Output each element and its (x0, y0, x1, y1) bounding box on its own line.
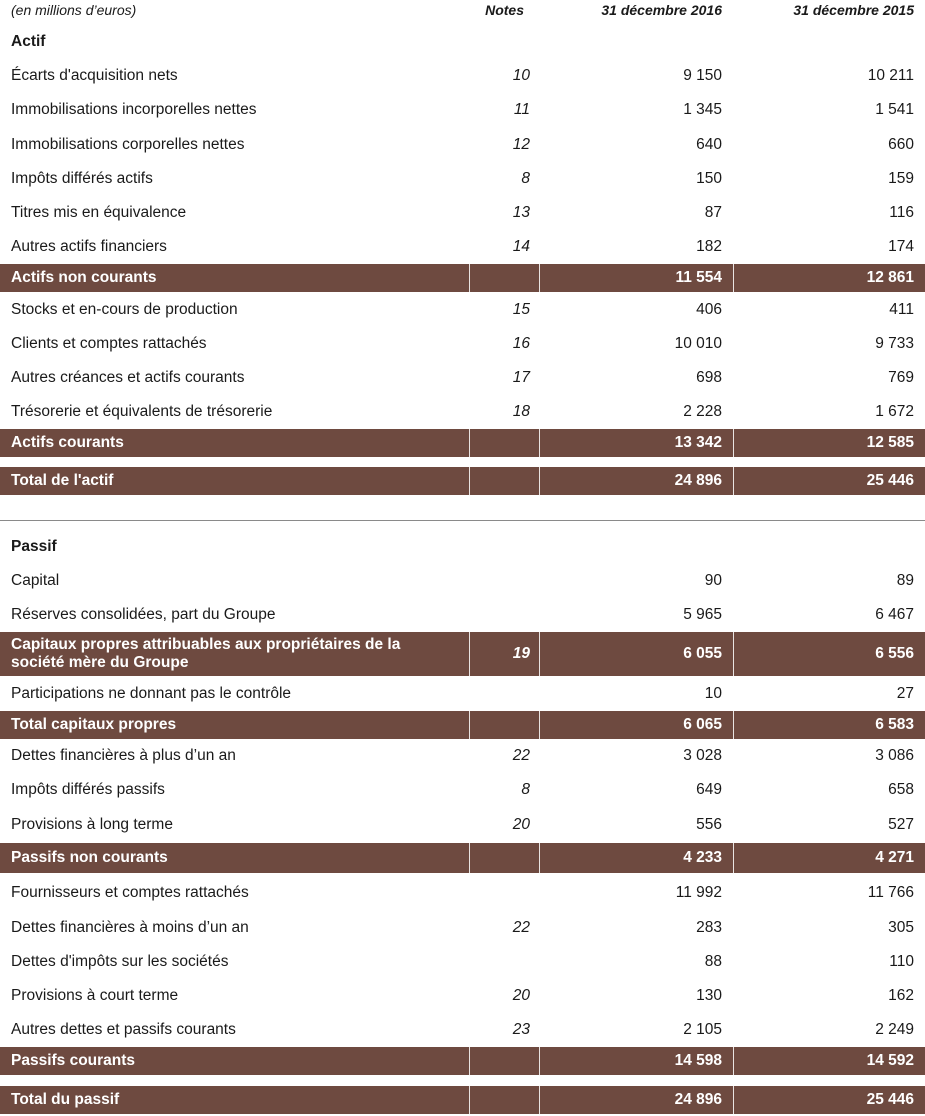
table-row: Réserves consolidées, part du Groupe 5 965 6 467 (11, 606, 914, 623)
table-row: Dettes financières à plus d’un an 22 3 028 3 086 (11, 747, 914, 764)
table-row: Dettes financières à moins d’un an 22 283 305 (11, 919, 914, 936)
table-row: Clients et comptes rattachés 16 10 010 9 733 (11, 335, 914, 352)
table-row: Autres créances et actifs courants 17 698 769 (11, 369, 914, 386)
unit-label: (en millions d’euros) (11, 2, 137, 18)
table-row: Impôts différés actifs 8 150 159 (11, 170, 914, 187)
subtotal-row: Total capitaux propres 6 065 6 583 (0, 711, 925, 739)
table-row: Autres actifs financiers 14 182 174 (11, 238, 914, 255)
notes-column-header: Notes (485, 2, 524, 18)
table-header (0, 0, 925, 20)
total-row: Total de l'actif 24 896 25 446 (0, 467, 925, 495)
table-row: Stocks et en-cours de production 15 406 411 (11, 301, 914, 318)
subtotal-row: Capitaux propres attribuables aux propriétaires de la société mère du Groupe 19 6 055 6 556 (0, 632, 925, 676)
section-divider (0, 520, 925, 521)
table-row: Dettes d'impôts sur les sociétés 88 110 (11, 953, 914, 970)
subtotal-row: Actifs courants 13 342 12 585 (0, 429, 925, 457)
table-row: Immobilisations corporelles nettes 12 640 660 (11, 136, 914, 153)
table-row: Participations ne donnant pas le contrôle 10 27 (11, 685, 914, 702)
table-row: Impôts différés passifs 8 649 658 (11, 781, 914, 798)
table-row: Capital 90 89 (11, 572, 914, 589)
section-title-passif: Passif (11, 538, 57, 555)
table-row: Titres mis en équivalence 13 87 116 (11, 204, 914, 221)
section-title-actif: Actif (11, 33, 46, 50)
table-row: Immobilisations incorporelles nettes 11 1 345 1 541 (11, 101, 914, 118)
table-row: Écarts d'acquisition nets 10 9 150 10 211 (11, 67, 914, 84)
subtotal-row: Actifs non courants 11 554 12 861 (0, 264, 925, 292)
total-row: Total du passif 24 896 25 446 (0, 1086, 925, 1114)
table-row: Provisions à long terme 20 556 527 (11, 816, 914, 833)
table-row: Trésorerie et équivalents de trésorerie 18 2 228 1 672 (11, 403, 914, 420)
subtotal-row: Passifs non courants 4 233 4 271 (0, 843, 925, 873)
subtotal-row: Passifs courants 14 598 14 592 (0, 1047, 925, 1075)
table-row: Fournisseurs et comptes rattachés 11 992 11 766 (11, 884, 914, 901)
column-header-2015: 31 décembre 2015 (793, 2, 914, 18)
table-row: Autres dettes et passifs courants 23 2 105 2 249 (11, 1021, 914, 1038)
table-row: Provisions à court terme 20 130 162 (11, 987, 914, 1004)
column-header-2016: 31 décembre 2016 (601, 2, 722, 18)
